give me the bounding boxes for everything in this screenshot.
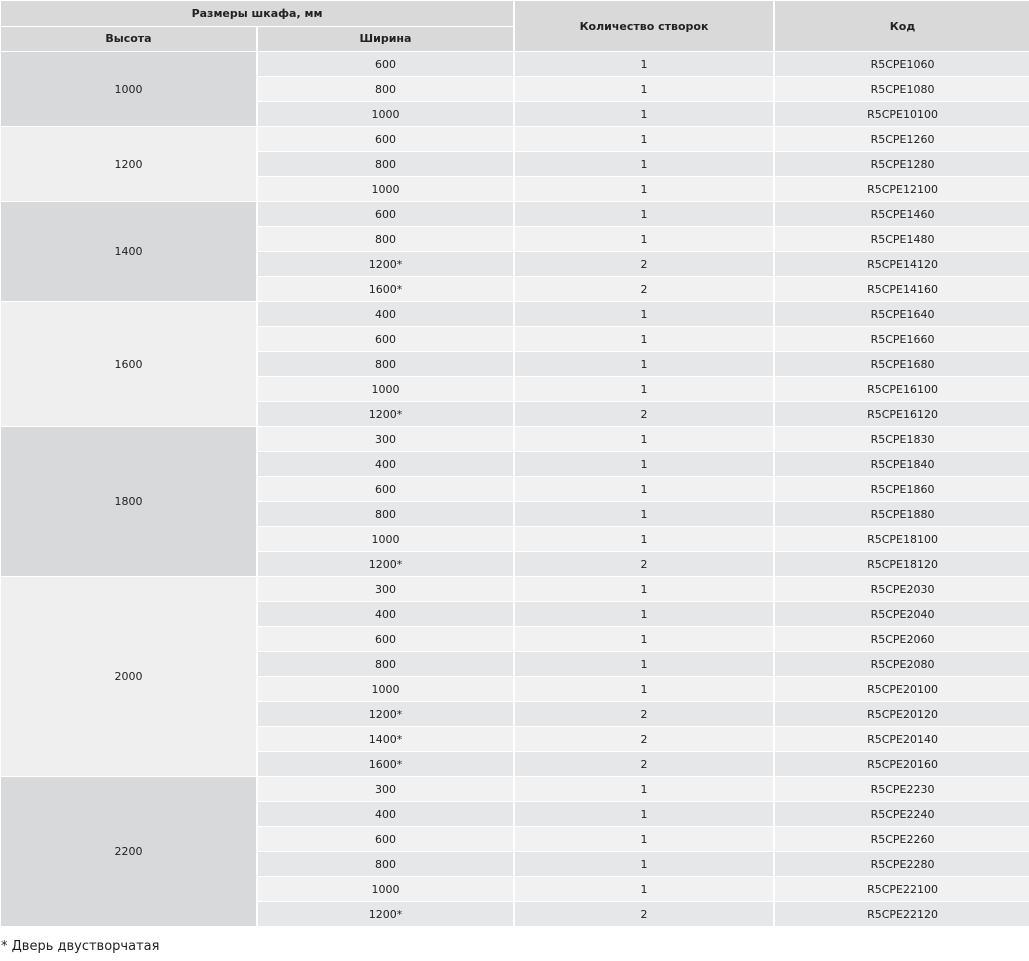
header-code: Код <box>775 1 1029 51</box>
doors-cell: 2 <box>515 727 773 751</box>
code-cell: R5CPE1840 <box>775 452 1029 476</box>
doors-cell: 1 <box>515 877 773 901</box>
doors-cell: 2 <box>515 252 773 276</box>
doors-cell: 1 <box>515 427 773 451</box>
code-cell: R5CPE1260 <box>775 127 1029 151</box>
code-cell: R5CPE1880 <box>775 502 1029 526</box>
doors-cell: 1 <box>515 102 773 126</box>
doors-cell: 1 <box>515 452 773 476</box>
code-cell: R5CPE14160 <box>775 277 1029 301</box>
doors-cell: 1 <box>515 777 773 801</box>
code-cell: R5CPE16120 <box>775 402 1029 426</box>
code-cell: R5CPE2030 <box>775 577 1029 601</box>
width-cell: 800 <box>258 852 513 876</box>
doors-cell: 1 <box>515 127 773 151</box>
code-cell: R5CPE1680 <box>775 352 1029 376</box>
width-cell: 1400* <box>258 727 513 751</box>
code-cell: R5CPE1860 <box>775 477 1029 501</box>
code-cell: R5CPE22100 <box>775 877 1029 901</box>
code-cell: R5CPE1640 <box>775 302 1029 326</box>
width-cell: 1200* <box>258 402 513 426</box>
width-cell: 600 <box>258 127 513 151</box>
table-row <box>1 202 1029 226</box>
width-cell: 400 <box>258 802 513 826</box>
doors-cell: 1 <box>515 827 773 851</box>
code-cell: R5CPE20140 <box>775 727 1029 751</box>
width-cell: 800 <box>258 227 513 251</box>
code-cell: R5CPE1460 <box>775 202 1029 226</box>
footnote: * Дверь двустворчатая <box>1 939 160 954</box>
doors-cell: 1 <box>515 677 773 701</box>
height-cell: 1600 <box>1 302 256 426</box>
height-cell: 1200 <box>1 127 256 201</box>
width-cell: 300 <box>258 577 513 601</box>
doors-cell: 1 <box>515 627 773 651</box>
code-cell: R5CPE18100 <box>775 527 1029 551</box>
width-cell: 600 <box>258 327 513 351</box>
doors-cell: 1 <box>515 527 773 551</box>
header-cabinet-sizes: Размеры шкафа, мм <box>1 1 513 26</box>
code-cell: R5CPE12100 <box>775 177 1029 201</box>
width-cell: 1200* <box>258 552 513 576</box>
doors-cell: 1 <box>515 352 773 376</box>
table-row <box>1 302 1029 326</box>
code-cell: R5CPE22120 <box>775 902 1029 926</box>
width-cell: 1200* <box>258 252 513 276</box>
code-cell: R5CPE14120 <box>775 252 1029 276</box>
doors-cell: 2 <box>515 902 773 926</box>
doors-cell: 1 <box>515 377 773 401</box>
code-cell: R5CPE1480 <box>775 227 1029 251</box>
doors-cell: 1 <box>515 52 773 76</box>
code-cell: R5CPE2280 <box>775 852 1029 876</box>
width-cell: 600 <box>258 52 513 76</box>
doors-cell: 1 <box>515 502 773 526</box>
code-cell: R5CPE2040 <box>775 602 1029 626</box>
width-cell: 1000 <box>258 877 513 901</box>
doors-cell: 2 <box>515 402 773 426</box>
code-cell: R5CPE1060 <box>775 52 1029 76</box>
code-cell: R5CPE2080 <box>775 652 1029 676</box>
height-cell: 1800 <box>1 427 256 576</box>
doors-cell: 1 <box>515 202 773 226</box>
width-cell: 300 <box>258 427 513 451</box>
width-cell: 800 <box>258 152 513 176</box>
width-cell: 800 <box>258 652 513 676</box>
code-cell: R5CPE16100 <box>775 377 1029 401</box>
table-row <box>1 52 1029 76</box>
doors-cell: 1 <box>515 77 773 101</box>
width-cell: 1000 <box>258 677 513 701</box>
doors-cell: 2 <box>515 752 773 776</box>
doors-cell: 1 <box>515 852 773 876</box>
height-cell: 1000 <box>1 52 256 126</box>
width-cell: 400 <box>258 602 513 626</box>
width-cell: 1200* <box>258 902 513 926</box>
code-cell: R5CPE2260 <box>775 827 1029 851</box>
width-cell: 600 <box>258 827 513 851</box>
code-cell: R5CPE1660 <box>775 327 1029 351</box>
code-cell: R5CPE2060 <box>775 627 1029 651</box>
code-cell: R5CPE18120 <box>775 552 1029 576</box>
header-doors-count: Количество створок <box>515 1 773 51</box>
width-cell: 600 <box>258 477 513 501</box>
header-height: Высота <box>1 27 256 52</box>
doors-cell: 1 <box>515 152 773 176</box>
height-cell: 2000 <box>1 577 256 776</box>
width-cell: 1600* <box>258 752 513 776</box>
doors-cell: 1 <box>515 177 773 201</box>
code-cell: R5CPE2240 <box>775 802 1029 826</box>
doors-cell: 2 <box>515 552 773 576</box>
code-cell: R5CPE2230 <box>775 777 1029 801</box>
width-cell: 800 <box>258 77 513 101</box>
doors-cell: 1 <box>515 802 773 826</box>
doors-cell: 1 <box>515 602 773 626</box>
doors-cell: 1 <box>515 577 773 601</box>
doors-cell: 2 <box>515 277 773 301</box>
code-cell: R5CPE1280 <box>775 152 1029 176</box>
code-cell: R5CPE1080 <box>775 77 1029 101</box>
width-cell: 1200* <box>258 702 513 726</box>
table-row <box>1 577 1029 601</box>
table-row <box>1 777 1029 801</box>
code-cell: R5CPE20160 <box>775 752 1029 776</box>
doors-cell: 1 <box>515 227 773 251</box>
width-cell: 1600* <box>258 277 513 301</box>
width-cell: 1000 <box>258 527 513 551</box>
width-cell: 800 <box>258 502 513 526</box>
doors-cell: 2 <box>515 702 773 726</box>
width-cell: 1000 <box>258 177 513 201</box>
code-cell: R5CPE20120 <box>775 702 1029 726</box>
table-row <box>1 127 1029 151</box>
header-width: Ширина <box>258 27 513 52</box>
height-cell: 2200 <box>1 777 256 926</box>
doors-cell: 1 <box>515 477 773 501</box>
width-cell: 400 <box>258 302 513 326</box>
width-cell: 600 <box>258 627 513 651</box>
code-cell: R5CPE1830 <box>775 427 1029 451</box>
doors-cell: 1 <box>515 302 773 326</box>
width-cell: 600 <box>258 202 513 226</box>
code-cell: R5CPE20100 <box>775 677 1029 701</box>
doors-cell: 1 <box>515 327 773 351</box>
table-row <box>1 427 1029 451</box>
width-cell: 800 <box>258 352 513 376</box>
width-cell: 1000 <box>258 377 513 401</box>
code-cell: R5CPE10100 <box>775 102 1029 126</box>
width-cell: 1000 <box>258 102 513 126</box>
width-cell: 400 <box>258 452 513 476</box>
doors-cell: 1 <box>515 652 773 676</box>
width-cell: 300 <box>258 777 513 801</box>
height-cell: 1400 <box>1 202 256 301</box>
